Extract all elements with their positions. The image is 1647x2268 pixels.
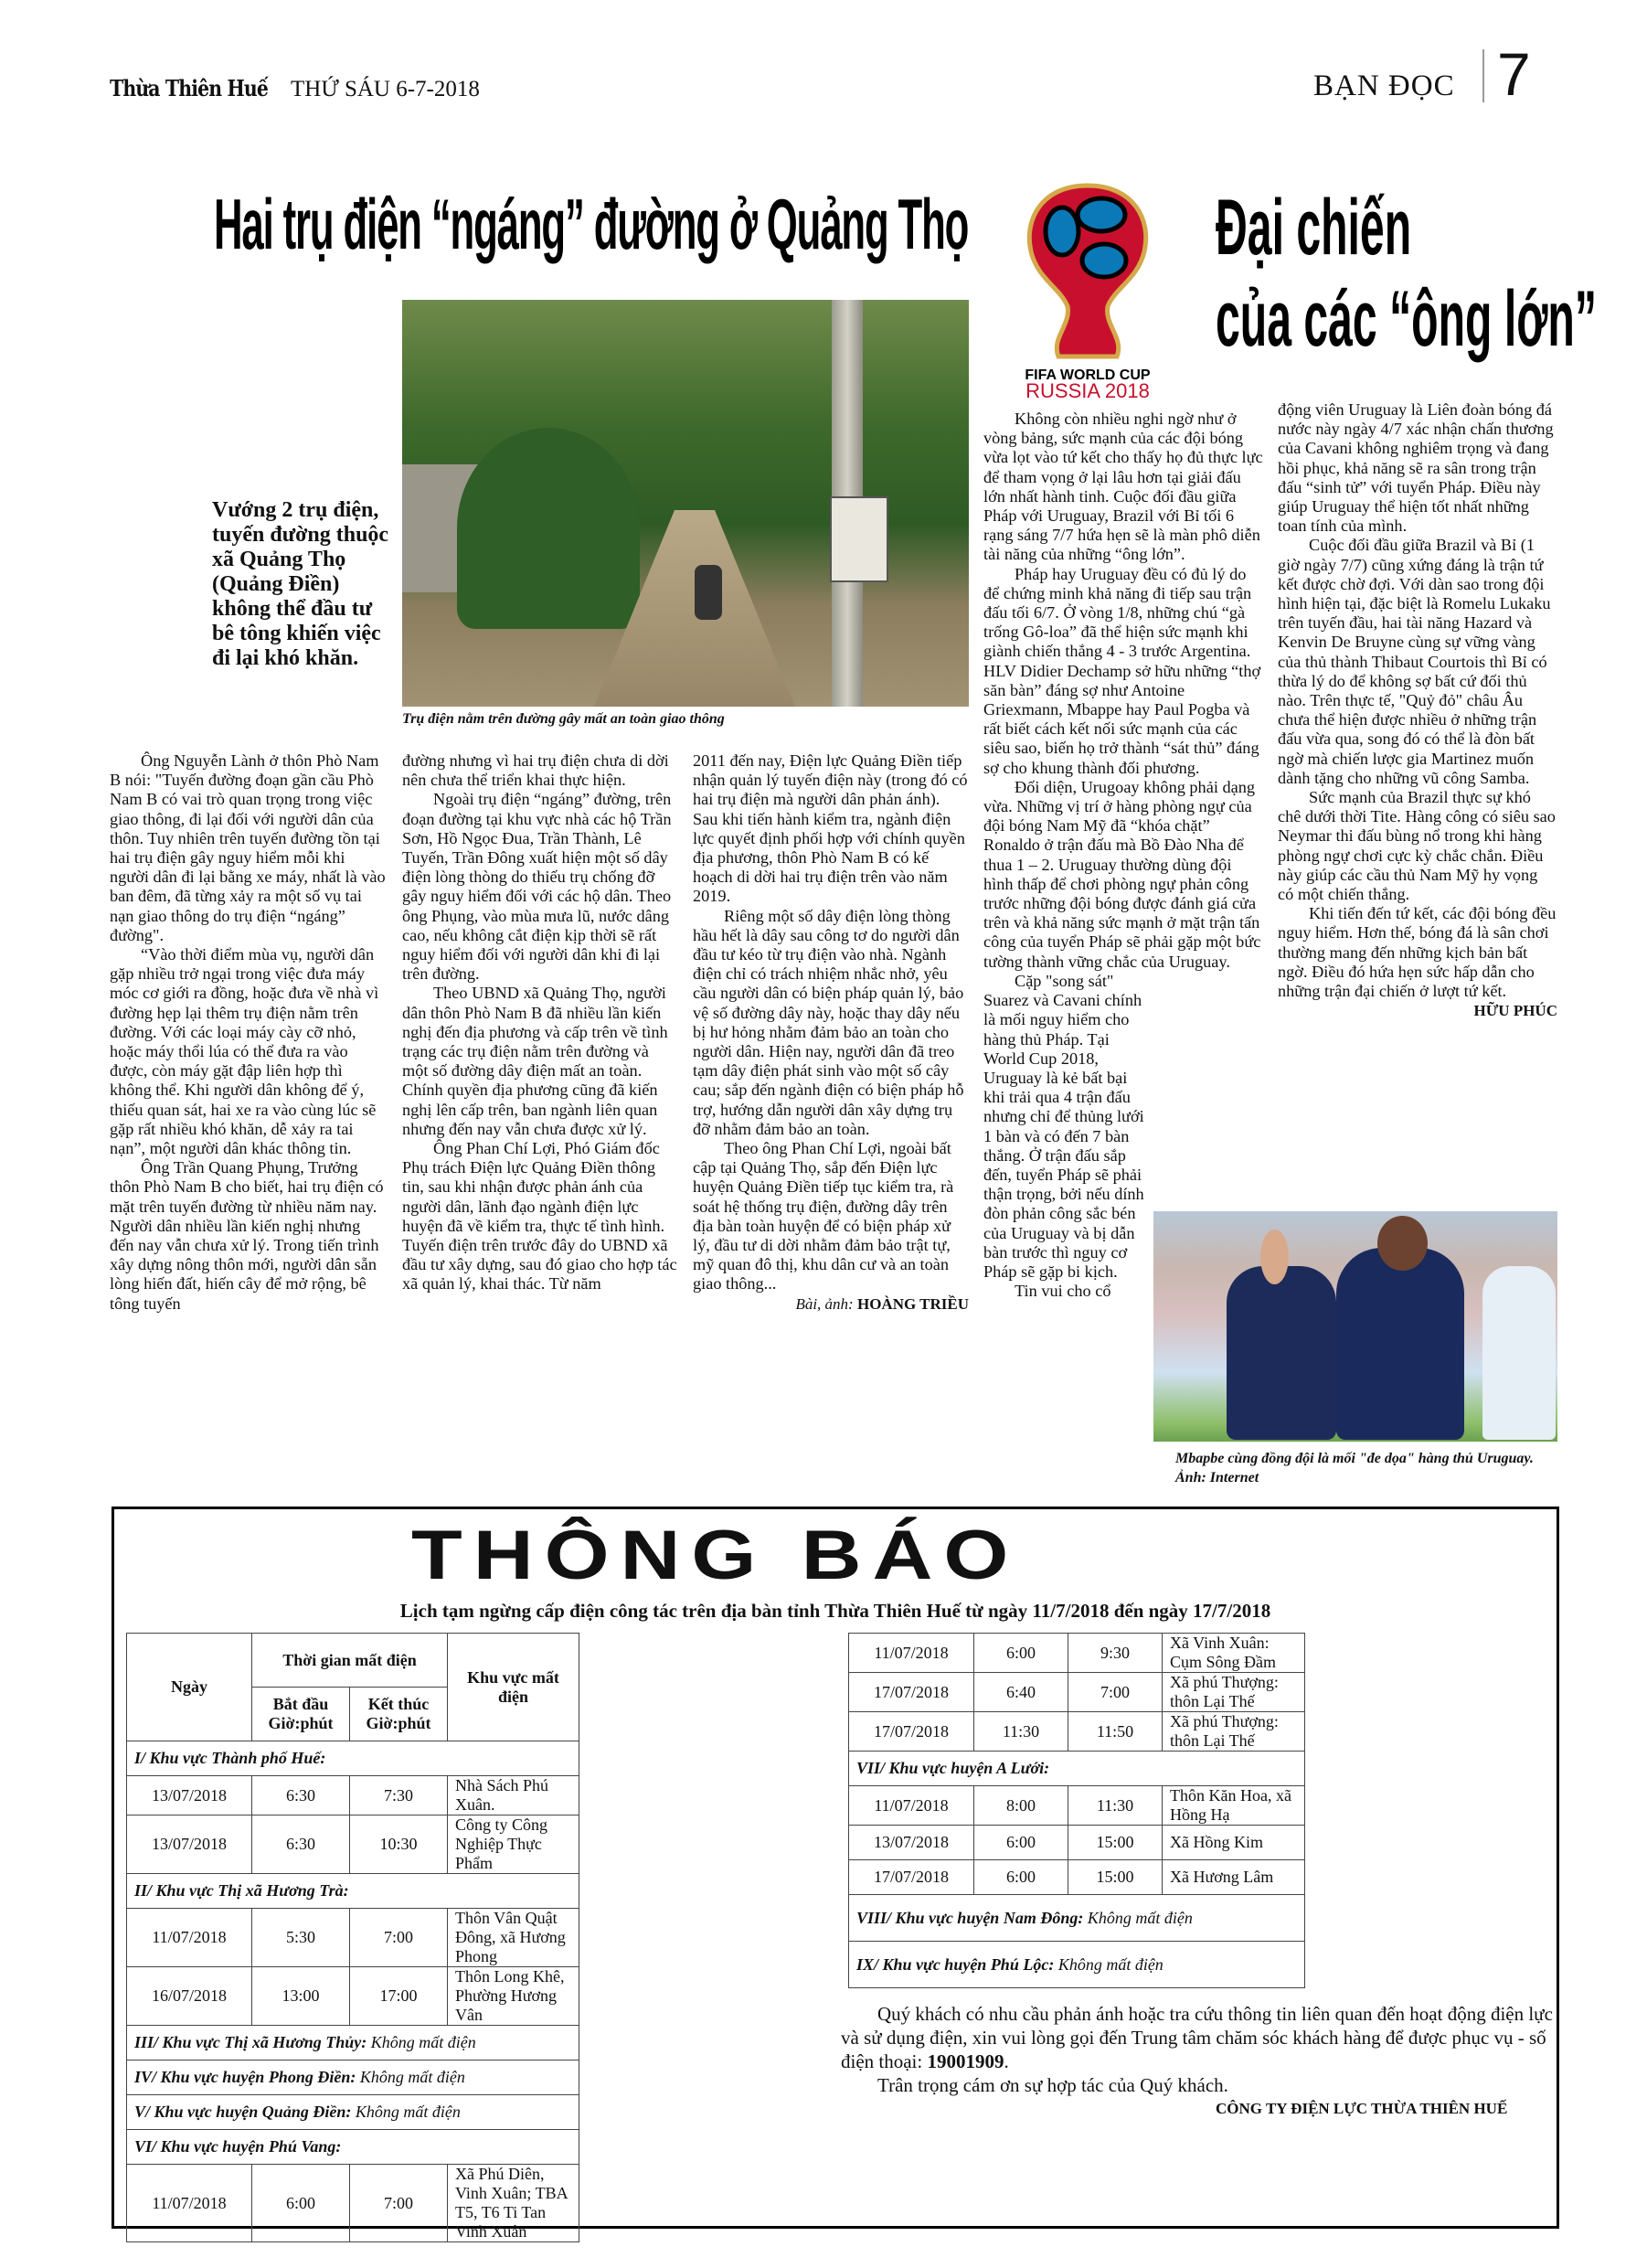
page-number: 7 bbox=[1497, 40, 1531, 108]
cell-end: 11:50 bbox=[1068, 1712, 1163, 1752]
paragraph: Pháp hay Uruguay đều có đủ lý do để chứng minh khả năng đi tiếp sau trận đấu tối 6/7. Ở vòng 1/8, những chú “gà trống Gô-loa” đã thể hiện sức mạnh khi giành chiến thắng 4 - 3 trước Argentina. HLV Didier Dechamp sở hữu những “thợ săn bàn” đáng sợ như Antoine Griexmann, Mbappe hay Paul Pogba và rất biết cách kết nối sức mạnh của các siêu sao, biến họ trở thành “sát thủ” đáng sợ cho khung thành đối phương. bbox=[983, 564, 1261, 777]
thanks-text: Trân trọng cám ơn sự hợp tác của Quý khách. bbox=[877, 2074, 1228, 2096]
cell-end: 7:30 bbox=[350, 1776, 448, 1815]
paragraph: “Vào thời điểm mùa vụ, người dân gặp nhiều trở ngại trong việc đưa máy móc cơ giới ra đồng, hoặc đưa về nhà vì đường hẹp lại thêm trụ điện nằm trên đường. Với các loại máy cày cỡ nhỏ, hoặc máy thổi lúa có thể đưa ra vào được, còn máy gặt đập liên hợp thì không thể. Khi người dân không để ý, thiếu quan sát, hai xe ra vào cùng lúc sẽ gặp rất nhiều khó khăn, dễ xảy ra tai nạn”, một người dân khác thông tin. bbox=[110, 945, 379, 1158]
cell-date: 13/07/2018 bbox=[127, 1815, 252, 1874]
cell-area: Xã Vinh Xuân: Cụm Sông Đầm bbox=[1163, 1634, 1305, 1673]
cell-start: 6:00 bbox=[974, 1826, 1068, 1860]
header-divider bbox=[1482, 49, 1484, 102]
cell-date: 13/07/2018 bbox=[849, 1826, 974, 1860]
cell-start: 6:30 bbox=[252, 1815, 350, 1874]
section-label: IV/ Khu vực huyện Phong Điền: bbox=[134, 2068, 356, 2086]
cell-date: 17/07/2018 bbox=[849, 1712, 974, 1752]
cell-area: Xã phú Thượng: thôn Lại Thế bbox=[1163, 1712, 1305, 1752]
cell-date: 11/07/2018 bbox=[127, 1909, 252, 1967]
cell-area: Nhà Sách Phú Xuân. bbox=[448, 1776, 579, 1815]
article2-column-2 bbox=[1278, 400, 1557, 1021]
cell-area: Xã phú Thượng: thôn Lại Thế bbox=[1163, 1673, 1305, 1712]
table-row bbox=[127, 1815, 579, 1874]
article1-byline: Bài, ảnh: HOÀNG TRIỀU bbox=[795, 1294, 969, 1313]
table-row bbox=[849, 1712, 1305, 1752]
article1-column-3 bbox=[693, 751, 969, 1314]
article1-headline: Hai trụ điện “ngáng” đường ở Quảng Thọ bbox=[214, 184, 969, 264]
article2-byline: HỮU PHÚC bbox=[1473, 1002, 1557, 1020]
paragraph: Đối diện, Urugoay không phải dạng vừa. Những vị trí ở hàng phòng ngự của đội bóng Nam Mỹ đã “khóa chặt” Ronaldo ở trận đấu mà Bồ Đào Nha để thua 1 – 2. Uruguay thường dùng đội hình thấp để chơi phòng ngự phản công trước những đội bóng được đánh giá cửa trên và khả năng sức mạnh ở mặt trận tấn công của tuyển Pháp sẽ phải gặp một bức tường thành vững chắc của Uruguay. bbox=[983, 777, 1261, 971]
section-note: Không mất điện bbox=[1057, 1954, 1164, 1974]
cell-end: 7:00 bbox=[350, 2165, 448, 2242]
cell-area: Công ty Công Nghiệp Thực Phẩm bbox=[448, 1815, 579, 1874]
notice-contact: Quý khách có nhu cầu phản ánh hoặc tra cứu thông tin liên quan đến hoạt động điện lực và sử dụng điện, xin vui lòng gọi đến Trung tâm chăm sóc khách hàng để được phục vụ - số điện thoại: 19001909. Trân trọng cám ơn sự hợp tác của Quý khách. bbox=[841, 2003, 1553, 2096]
cell-end: 15:00 bbox=[1068, 1826, 1163, 1860]
header-start: Bắt đầu Giờ:phút bbox=[252, 1688, 350, 1741]
paragraph: Ông Trần Quang Phụng, Trưởng thôn Phò Nam B cho biết, hai trụ điện có mặt trên tuyến đường từ nhiều năm nay. Người dân nhiều lần kiến nghị nhưng đến nay vẫn chưa xử lý. Trong tiến trình xây dựng nông thôn mới, người dân sẵn lòng hiến đất, hiến cây để mở rộng, bê tông tuyến bbox=[110, 1158, 384, 1313]
cell-area: Xã Hương Lâm bbox=[1163, 1860, 1305, 1895]
cell-start: 11:30 bbox=[974, 1712, 1068, 1752]
cell-start: 6:40 bbox=[974, 1673, 1068, 1712]
section-row bbox=[849, 1752, 1305, 1786]
header-end: Kết thúc Giờ:phút bbox=[350, 1688, 448, 1741]
cell-date: 16/07/2018 bbox=[127, 1967, 252, 2026]
cell-end: 15:00 bbox=[1068, 1860, 1163, 1895]
article1-column-1 bbox=[110, 751, 386, 1314]
cell-area: Thôn Kăn Hoa, xã Hồng Hạ bbox=[1163, 1786, 1305, 1826]
cell-area: Thôn Long Khê, Phường Hương Vân bbox=[448, 1967, 579, 2026]
table-row bbox=[849, 1634, 1305, 1673]
cell-date: 17/07/2018 bbox=[849, 1673, 974, 1712]
company-signature: CÔNG TY ĐIỆN LỰC THỪA THIÊN HUẾ bbox=[1216, 2100, 1508, 2117]
section-label: III/ Khu vực Thị xã Hương Thủy: bbox=[134, 2033, 367, 2051]
section-label: I/ Khu vực Thành phố Huế: bbox=[134, 1749, 326, 1767]
section-note: Không mất điện bbox=[370, 2033, 476, 2051]
cell-end: 7:00 bbox=[1068, 1673, 1163, 1712]
issue-date: THỨ SÁU 6-7-2018 bbox=[291, 77, 480, 101]
section-label: VIII/ Khu vực huyện Nam Đông: bbox=[856, 1908, 1084, 1927]
cell-date: 13/07/2018 bbox=[127, 1776, 252, 1815]
cell-start: 6:00 bbox=[974, 1860, 1068, 1895]
cell-end: 11:30 bbox=[1068, 1786, 1163, 1826]
paragraph: Theo ông Phan Chí Lợi, ngoài bất cập tại Quảng Thọ, sắp đến Điện lực huyện Quảng Điền tiếp tục kiểm tra, rà soát hệ thống trụ điện, đường dây trên địa bàn toàn huyện để có biện pháp xử lý, đầu tư di dời nhằm đảm bảo trật tự, mỹ quan đô thị, khu dân cư và an toàn giao thông... bbox=[693, 1139, 954, 1294]
paragraph: Cuộc đối đầu giữa Brazil và Bỉ (1 giờ ngày 7/7) cũng xứng đáng là trận tứ kết được chờ đợi. Với dàn sao trong đội hình hiện tại, đặc biệt là Romelu Lukaku trên tuyến đầu, hai tài năng Hazard và Kenvin De Bruyne cùng sự vững vàng của thủ thành Thibaut Courtois thì Bỉ có thừa lý do để không sợ bất cứ đối thủ nào. Trên thực tế, "Quỷ đỏ" châu Âu chưa thể hiện được nhiều ở những trận đấu vừa qua, song đó có thể là đòn bất ngờ mà chiến lược gia Martinez muốn dành tặng cho những vũ công Samba. bbox=[1278, 536, 1551, 787]
paragraph: Ông Nguyễn Lành ở thôn Phò Nam B nói: "Tuyến đường đoạn gần cầu Phò Nam B có vai trò quan trọng trong việc giao thông, đi lại đối với người dân của thôn. Tuy nhiên trên tuyến đường tồn tại hai trụ điện gây nguy hiểm mỗi khi người dân đi lại bằng xe máy, nhất là vào ban đêm, đã từng xảy ra một số vụ tai nạn giao thông do trụ điện “ngáng” đường". bbox=[110, 751, 386, 944]
cell-start: 6:30 bbox=[252, 1776, 350, 1815]
cell-start: 8:00 bbox=[974, 1786, 1068, 1826]
cell-start: 6:00 bbox=[252, 2165, 350, 2242]
logo-text-fifa: FIFA WORLD CUP bbox=[1025, 367, 1151, 383]
section-label: VII/ Khu vực huyện A Lưới: bbox=[856, 1759, 1050, 1777]
section-row bbox=[127, 2095, 579, 2130]
phone-number[interactable]: 19001909 bbox=[927, 2050, 1004, 2072]
cell-date: 11/07/2018 bbox=[127, 2165, 252, 2242]
section-row bbox=[127, 2060, 579, 2095]
outage-table-left bbox=[126, 1633, 579, 2242]
section-row bbox=[127, 1741, 579, 1776]
contact-text: Quý khách có nhu cầu phản ánh hoặc tra cứu thông tin liên quan đến hoạt động điện lực và sử dụng điện, xin vui lòng gọi đến Trung tâm chăm sóc khách hàng để được phục vụ - số điện thoại: bbox=[841, 2003, 1553, 2072]
paragraph: Không còn nhiều nghi ngờ như ở vòng bảng, sức mạnh của các đội bóng vừa lọt vào tứ kết cho thấy họ đủ thực lực để tham vọng ở lại lâu hơn tại giải đấu lớn nhất hành tinh. Cuộc đối đầu giữa Pháp với Uruguay, Brazil với Bỉ tối 6 rạng sáng 7/7 hứa hẹn sẽ là màn phô diễn tài năng của những “ông lớn”. bbox=[983, 410, 1263, 564]
table-row bbox=[127, 1967, 579, 2026]
section-row bbox=[849, 1895, 1305, 1942]
outage-table-right bbox=[848, 1633, 1305, 1988]
section-name: BẠN ĐỌC bbox=[1313, 69, 1455, 102]
article1-column-2 bbox=[402, 751, 678, 1294]
cell-end: 17:00 bbox=[350, 1967, 448, 2026]
cell-area: Thôn Vân Quật Đông, xã Hương Phong bbox=[448, 1909, 579, 1967]
article2-headline-line2: của các “ông lớn” bbox=[1216, 275, 1597, 363]
cell-start: 5:30 bbox=[252, 1909, 350, 1967]
cell-area: Xã Phú Diên, Vinh Xuân; TBA T5, T6 Ti Tan Vinh Xuân bbox=[448, 2165, 579, 2242]
paragraph: Ngoài trụ điện “ngáng” đường, trên đoạn đường tại khu vực nhà các hộ Trần Sơn, Hồ Ngọc Đua, Trần Thành, Lê Tuyến, Trần Đông xuất hiện một số dây điện lòng thòng do thiếu trụ chống đỡ gây nguy hiểm đối với các hộ dân. Theo ông Phụng, vào mùa mưa lũ, nước dâng cao, nếu không cắt điện kịp thời sẽ rất nguy hiểm đối với người dân khi đi lại trên đường. bbox=[402, 790, 672, 984]
article2-headline-line1: Đại chiến bbox=[1216, 184, 1412, 272]
cell-end: 7:00 bbox=[350, 1909, 448, 1967]
paragraph: động viên Uruguay là Liên đoàn bóng đá nước này ngày 4/7 xác nhận chấn thương của Cavani không nghiêm trọng và đang hồi phục, khả năng sẽ ra sân trong trận đấu “sinh tử” với tuyển Pháp. Điều này giúp Uruguay thể hiện tốt nhất những toan tính của mình. bbox=[1278, 400, 1554, 536]
paragraph: Riêng một số dây điện lòng thòng hầu hết là dây sau công tơ do người dân đầu tư kéo từ trụ điện vào nhà. Ngành điện chỉ có trách nhiệm nhắc nhở, yêu cầu người dân có biện pháp quản lý, bảo vệ số đường dây này, hoặc thay dây nếu bị hư hỏng nhằm đảm bảo an toàn cho người dân. Hiện nay, người dân đã treo tạm dây điện phát sinh vào một số cây cau; sắp đến ngành điện có biện pháp hỗ trợ, hướng dẫn người dân xây dựng trụ đỡ nhằm đảm bảo an toàn. bbox=[693, 906, 964, 1138]
section-row bbox=[127, 2130, 579, 2165]
section-label: V/ Khu vực huyện Quảng Điền: bbox=[134, 2103, 352, 2121]
notice-title: THÔNG BÁO bbox=[411, 1517, 1020, 1594]
cell-date: 11/07/2018 bbox=[849, 1786, 974, 1826]
section-note: Không mất điện bbox=[355, 2103, 461, 2121]
table-row bbox=[127, 2165, 579, 2242]
section-row bbox=[127, 1874, 579, 1909]
article1-lede: Vướng 2 trụ điện, tuyến đường thuộc xã Quảng Thọ (Quảng Điền) không thể đầu tư bê tông khiến việc đi lại khó khăn. bbox=[212, 498, 389, 670]
cell-date: 17/07/2018 bbox=[849, 1860, 974, 1895]
article2-column-1 bbox=[983, 410, 1263, 1301]
section-note: Không mất điện bbox=[1087, 1908, 1193, 1927]
section-label: IX/ Khu vực huyện Phú Lộc: bbox=[856, 1954, 1055, 1974]
paragraph: Sức mạnh của Brazil thực sự khó chê dưới thời Tite. Hàng công có siêu sao Neymar thi đấu bùng nổ trong khi hàng phòng ngự chơi cực kỳ chắc chắn. Điều này giúp các cầu thủ Nam Mỹ hy vọng có một chiến thắng. bbox=[1278, 788, 1556, 904]
section-row bbox=[849, 1942, 1305, 1988]
table-row bbox=[849, 1786, 1305, 1826]
section-label: VI/ Khu vực huyện Phú Vang: bbox=[134, 2137, 342, 2156]
cell-date: 11/07/2018 bbox=[849, 1634, 974, 1673]
table-row bbox=[127, 1776, 579, 1815]
cell-end: 9:30 bbox=[1068, 1634, 1163, 1673]
cell-area: Xã Hồng Kim bbox=[1163, 1826, 1305, 1860]
section-row bbox=[127, 2026, 579, 2060]
paragraph: Khi tiến đến tứ kết, các đội bóng đều nguy hiểm. Hơn thế, bóng đá là sân chơi thường mang đến những kịch bản bất ngờ. Điều đó hứa hẹn sức hấp dẫn cho những trận đại chiến ở lượt tứ kết. bbox=[1278, 904, 1557, 1001]
table-row bbox=[127, 1909, 579, 1967]
paragraph: Cặp "song sát" Suarez và Cavani chính là mối nguy hiểm cho hàng thủ Pháp. Tại World Cup 2018, Uruguay là kẻ bất bại khi trải qua 4 trận đấu nhưng chỉ để thủng lưới 1 bàn và có đến 7 bàn thắng. Ở trận đấu sắp đến, tuyển Pháp sẽ phải thận trọng, bởi nếu dính đòn phản công sắc bén của Uruguay và bị dẫn bàn trước thì nguy cơ Pháp sẽ gặp bi kịch. bbox=[983, 971, 1144, 1281]
section-label: II/ Khu vực Thị xã Hương Trà: bbox=[134, 1881, 349, 1900]
article1-photo bbox=[402, 300, 969, 707]
table-row bbox=[849, 1860, 1305, 1895]
article2-photo bbox=[1153, 1211, 1557, 1442]
world-cup-logo bbox=[987, 178, 1188, 398]
section-note: Không mất điện bbox=[359, 2068, 465, 2086]
paragraph: 2011 đến nay, Điện lực Quảng Điền tiếp nhận quản lý tuyến điện này (trong đó có hai trụ điện mà người dân phản ánh). Sau khi tiến hành kiểm tra, ngành điện lực quyết định phối hợp với chính quyền địa phương, thôn Phò Nam B có kế hoạch di dời hai trụ điện trên vào năm 2019. bbox=[693, 751, 968, 906]
masthead: Thừa Thiên Huế bbox=[110, 75, 269, 101]
cell-start: 13:00 bbox=[252, 1967, 350, 2026]
header-area: Khu vực mất điện bbox=[448, 1634, 579, 1741]
logo-text-russia: RUSSIA 2018 bbox=[1025, 379, 1150, 398]
paragraph: đường nhưng vì hai trụ điện chưa di dời nên chưa thể triển khai thực hiện. bbox=[402, 751, 669, 790]
table-row bbox=[849, 1826, 1305, 1860]
paragraph: Theo UBND xã Quảng Thọ, người dân thôn Phò Nam B đã nhiều lần kiến nghị đến địa phương và cấp trên về tình trạng các trụ điện nằm trên đường và một số đường dây điện mất an toàn. Chính quyền địa phương cũng đã kiến nghị lên cấp trên, ban ngành liên quan nhưng đến nay vẫn chưa được xử lý. bbox=[402, 984, 668, 1138]
table-row bbox=[849, 1673, 1305, 1712]
cell-end: 10:30 bbox=[350, 1815, 448, 1874]
notice-subtitle: Lịch tạm ngừng cấp điện công tác trên địa bàn tỉnh Thừa Thiên Huế từ ngày 11/7/2018 đến ngày 17/7/2018 bbox=[399, 1600, 1271, 1622]
paragraph: Ông Phan Chí Lợi, Phó Giám đốc Phụ trách Điện lực Quảng Điền thông tin, sau khi nhận được phản ánh của người dân, lãnh đạo ngành điện lực huyện đã về kiểm tra, thực tế tình hình. Tuyến điện trên trước đây do UBND xã đầu tư xây dựng, sau đó giao cho hợp tác xã quản lý, khai thác. Từ năm bbox=[402, 1139, 677, 1294]
cell-start: 6:00 bbox=[974, 1634, 1068, 1673]
header-date: Ngày bbox=[127, 1634, 252, 1741]
article2-photo-caption: Mbapbe cùng đồng đội là mối "đe dọa" hàng thủ Uruguay. Ảnh: Internet bbox=[1175, 1451, 1534, 1485]
paragraph: Tin vui cho cổ bbox=[1015, 1282, 1111, 1301]
header-time-group: Thời gian mất điện bbox=[252, 1634, 448, 1688]
article1-photo-caption: Trụ điện nằm trên đường gây mất an toàn giao thông bbox=[402, 711, 725, 727]
